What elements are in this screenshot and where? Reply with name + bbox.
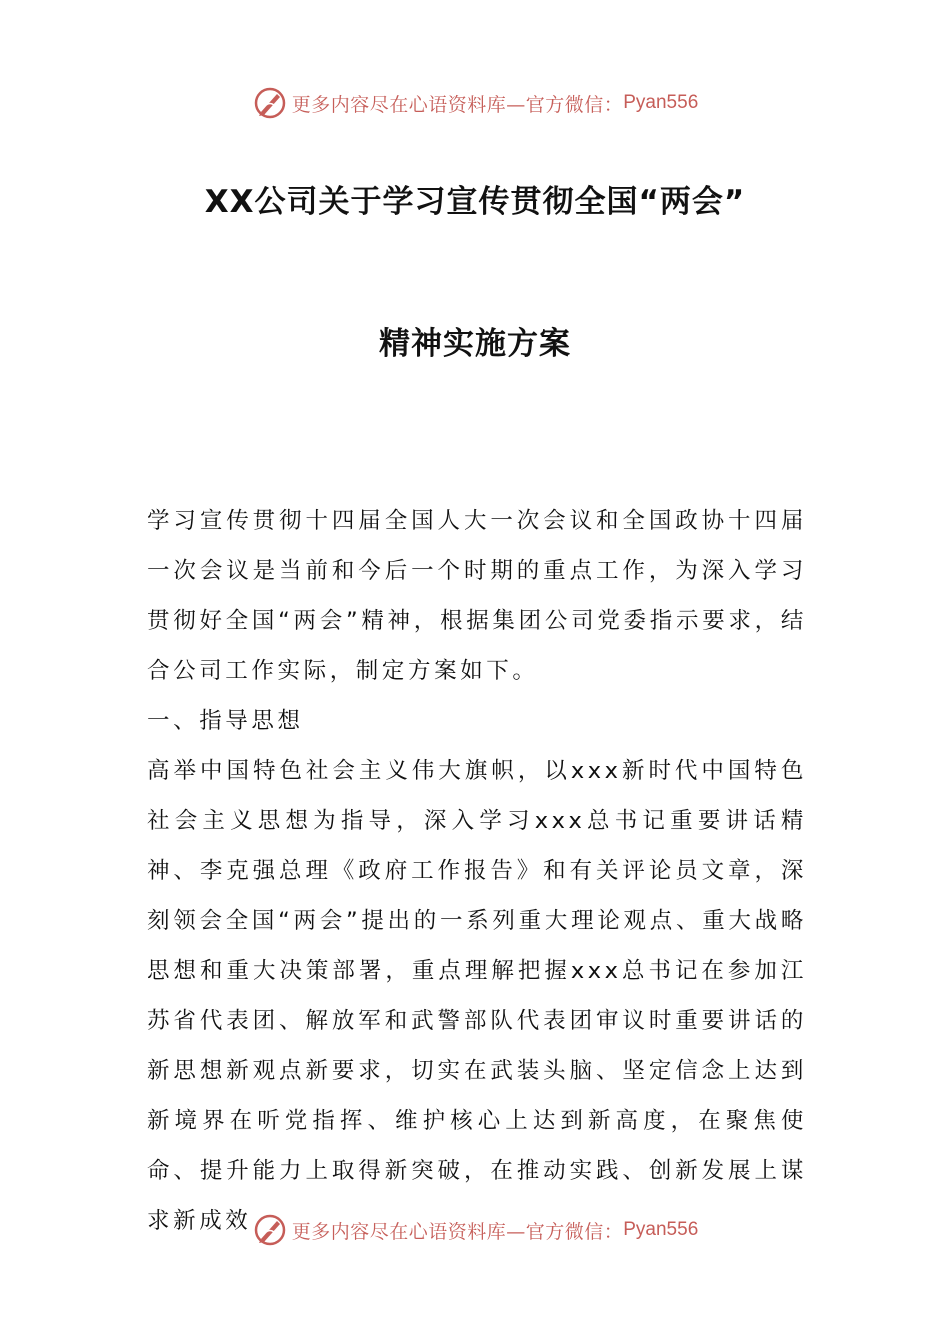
document-title-line1: XX公司关于学习宣传贯彻全国“两会” xyxy=(204,184,746,220)
document-title-line2: 精神实施方案 xyxy=(379,326,571,362)
section1-paragraph: 高举中国特色社会主义伟大旗帜，以xxx新时代中国特色社会主义思想为指导，深入学习xxx总书记重要讲话精神、李克强总理《政府工作报告》和有关评论员文章，深刻领会全国“两会”提出的一系列重大理论观点、重大战略思想和重大决策部署，重点理解把握xxx总书记在参加江苏省代表团、解放军和武警部队代表团审议时重要讲话的新思想新观点新要求，切实在武装头脑、坚定信念上达到新境界在听党指挥、维护核心上达到新高度，在聚焦使命、提升能力上取得新突破，在推动实践、创新发展上谋求新成效 xyxy=(147,758,807,1234)
section1-heading: 一、指导思想 xyxy=(147,708,304,734)
banner-text: 更多内容尽在心语资料库—官方微信： xyxy=(291,93,624,116)
banner-text: 更多内容尽在心语资料库—官方微信： xyxy=(291,1220,624,1243)
header-banner xyxy=(0,83,950,123)
banner-wechat-id: Pyan556 xyxy=(623,92,699,113)
footer-banner xyxy=(0,1210,950,1250)
intro-paragraph: 学习宣传贯彻十四届全国人大一次会议和全国政协十四届一次会议是当前和今后一个时期的重点工作，为深入学习贯彻好全国“两会”精神，根据集团公司党委指示要求，结合公司工作实际，制定方案如下。 xyxy=(147,508,807,684)
document-body xyxy=(147,496,807,1246)
pen-logo-icon xyxy=(252,1212,288,1248)
pen-logo-icon xyxy=(252,85,288,121)
banner-wechat-id: Pyan556 xyxy=(623,1219,699,1240)
